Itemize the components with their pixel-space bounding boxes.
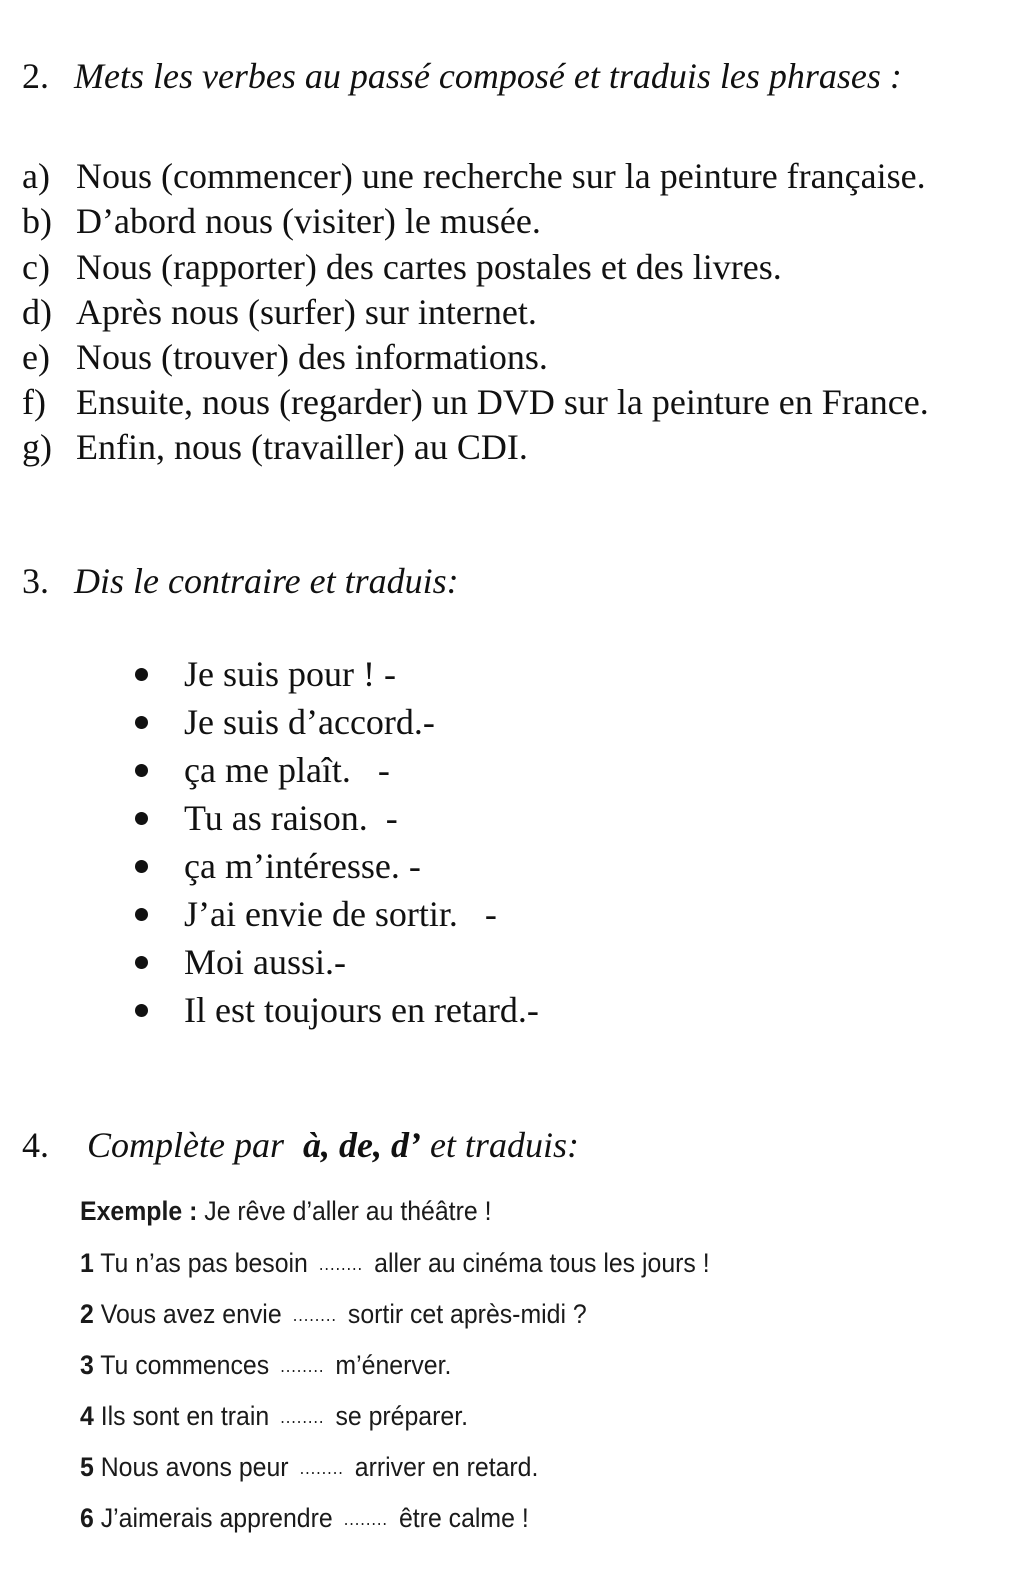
sentence-number: 1 xyxy=(80,1248,94,1278)
sentence-row xyxy=(80,1501,529,1536)
sentence-row xyxy=(80,1399,468,1434)
sentence-number: 4 xyxy=(80,1401,94,1431)
exercise-4-title-post: et traduis: xyxy=(429,1125,579,1165)
sentence-number: 2 xyxy=(80,1299,94,1329)
bullet-text: Je suis pour ! - xyxy=(184,654,396,694)
bullet-item xyxy=(135,894,497,934)
bullet-text: ça m’intéresse. - xyxy=(184,846,421,886)
blank-field: ........ xyxy=(318,1254,364,1274)
bullet-text: Moi aussi.- xyxy=(184,942,346,982)
item-label: c) xyxy=(22,247,50,287)
exercise-3-heading xyxy=(22,561,459,601)
blank-field: ........ xyxy=(299,1458,344,1478)
sentence-number: 6 xyxy=(80,1503,94,1533)
sentence-after: être calme ! xyxy=(398,1503,529,1533)
sentence-before: Ils sont en train xyxy=(100,1401,270,1431)
exercise-3-number: 3. xyxy=(22,561,49,601)
bullet-item xyxy=(135,942,346,982)
sentence-row xyxy=(80,1450,538,1485)
bullet-text: J’ai envie de sortir. - xyxy=(184,894,497,934)
exercise-4-heading xyxy=(22,1125,579,1165)
list-item xyxy=(22,382,929,422)
item-text: Ensuite, nous (regarder) un DVD sur la peinture en France. xyxy=(76,382,929,422)
list-item xyxy=(22,156,926,196)
item-text: Nous (commencer) une recherche sur la peinture française. xyxy=(76,156,926,196)
blank-field: ........ xyxy=(280,1407,325,1427)
list-item xyxy=(22,337,548,377)
sentence-after: sortir cet après-midi ? xyxy=(347,1299,587,1329)
item-label: d) xyxy=(22,292,52,332)
list-item xyxy=(22,201,541,241)
bullet-text: Il est toujours en retard.- xyxy=(184,990,539,1030)
bullet-item xyxy=(135,990,539,1030)
sentence-number: 5 xyxy=(80,1452,94,1482)
item-text: D’abord nous (visiter) le musée. xyxy=(76,201,541,241)
bullet-text: Je suis d’accord.- xyxy=(184,702,435,742)
sentence-before: Vous avez envie xyxy=(100,1299,282,1329)
list-item xyxy=(22,427,528,467)
example-label: Exemple : xyxy=(80,1196,198,1226)
bullet-text: ça me plaît. - xyxy=(184,750,390,790)
sentence-before: Tu commences xyxy=(100,1350,270,1380)
bullet-icon xyxy=(135,764,148,777)
item-text: Nous (rapporter) des cartes postales et des livres. xyxy=(76,247,782,287)
bullet-item xyxy=(135,654,396,694)
bullet-icon xyxy=(135,908,148,921)
exercise-2-heading xyxy=(22,56,902,96)
bullet-text: Tu as raison. - xyxy=(184,798,398,838)
bullet-icon xyxy=(135,860,148,873)
item-label: g) xyxy=(22,427,52,467)
exercise-4-title-bold: à, de, d’ xyxy=(302,1125,421,1165)
bullet-icon xyxy=(135,668,148,681)
example-text: Je rêve d’aller au théâtre ! xyxy=(204,1196,492,1226)
sentence-row xyxy=(80,1246,710,1281)
example-line xyxy=(80,1194,491,1228)
item-label: a) xyxy=(22,156,50,196)
sentence-before: Nous avons peur xyxy=(100,1452,289,1482)
sentence-before: J’aimerais apprendre xyxy=(100,1503,333,1533)
sentence-row xyxy=(80,1297,587,1332)
exercise-2-title: Mets les verbes au passé composé et traduis les phrases : xyxy=(74,56,902,96)
sentence-after: arriver en retard. xyxy=(354,1452,539,1482)
exercise-3-title: Dis le contraire et traduis: xyxy=(74,561,459,601)
bullet-item xyxy=(135,750,390,790)
list-item xyxy=(22,292,537,332)
sentence-row xyxy=(80,1348,451,1383)
item-label: f) xyxy=(22,382,46,422)
sentence-before: Tu n’as pas besoin xyxy=(100,1248,308,1278)
sentence-after: m’énerver. xyxy=(335,1350,452,1380)
bullet-icon xyxy=(135,716,148,729)
list-item xyxy=(22,247,782,287)
exercise-4-title-pre: Complète par xyxy=(87,1125,284,1165)
bullet-item xyxy=(135,702,435,742)
exercise-2-number: 2. xyxy=(22,56,49,96)
exercise-4-number: 4. xyxy=(22,1125,49,1165)
bullet-icon xyxy=(135,1004,148,1017)
blank-field: ........ xyxy=(292,1305,337,1325)
item-label: b) xyxy=(22,201,52,241)
bullet-item xyxy=(135,798,398,838)
item-text: Enfin, nous (travailler) au CDI. xyxy=(76,427,528,467)
bullet-icon xyxy=(135,956,148,969)
item-text: Nous (trouver) des informations. xyxy=(76,337,548,377)
bullet-item xyxy=(135,846,421,886)
bullet-icon xyxy=(135,812,148,825)
sentence-after: aller au cinéma tous les jours ! xyxy=(374,1248,710,1278)
blank-field: ........ xyxy=(343,1509,388,1529)
item-label: e) xyxy=(22,337,50,377)
item-text: Après nous (surfer) sur internet. xyxy=(76,292,537,332)
sentence-number: 3 xyxy=(80,1350,94,1380)
blank-field: ........ xyxy=(280,1356,325,1376)
sentence-after: se préparer. xyxy=(335,1401,469,1431)
